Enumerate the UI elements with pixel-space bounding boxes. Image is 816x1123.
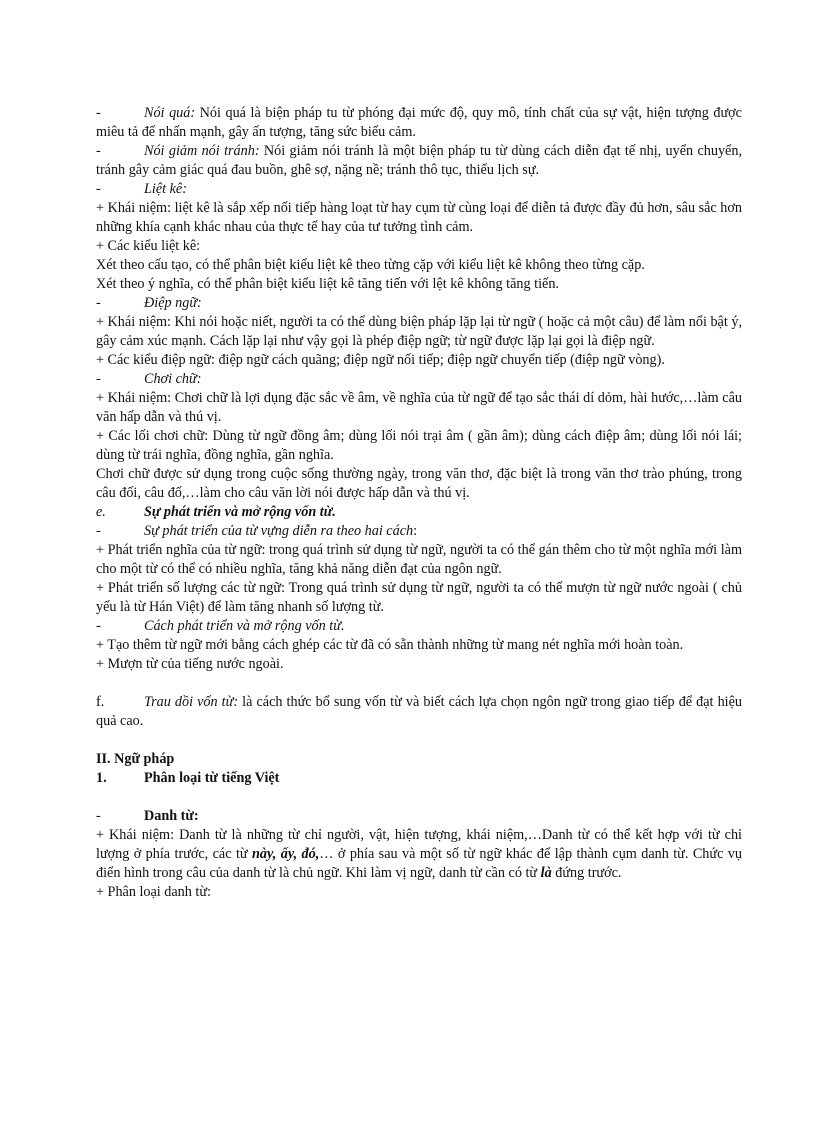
muon-tu: + Mượn từ của tiếng nước ngoài. [96, 656, 284, 672]
phat-trien-so-luong: + Phát triển số lượng các từ ngữ: Trong quá trình sử dụng từ ngữ, người ta có thể mượn từ ngữ nước ngoài ( chủ yếu là từ Hán Việt) để làm tăng nhanh số lượng từ. [96, 580, 742, 615]
kn-la-word: là [540, 865, 552, 881]
liet-ke-term: Liệt kê: [144, 181, 187, 197]
danh-tu-khai-niem [96, 826, 742, 883]
list-marker: - [96, 618, 101, 634]
list-marker: - [96, 523, 101, 539]
liet-ke-xet-cau-tao: Xét theo cấu tạo, có thể phân biệt kiểu liệt kê theo từng cặp với kiểu liệt kê không theo từng cặp. [96, 257, 645, 273]
kn-part-b: … ở phía sau và một số từ ngữ khác để lập thành cụm danh từ. Chức vụ điển hình trong câu của danh từ là chủ ngữ. Khi làm vị ngữ, danh từ cần có từ [96, 846, 742, 881]
sub1-colon: : [413, 523, 418, 539]
list-marker: - [96, 143, 101, 159]
liet-ke-heading [96, 180, 742, 199]
diep-ngu-khai-niem: + Khái niệm: Khi nói hoặc niết, người ta có thể dùng biện pháp lặp lại từ ngữ ( hoặc cả một câu) để làm nổi bật ý, gây cảm xúc mạnh. Cách lặp lại như vậy gọi là phép điệp ngữ; từ ngữ được lặp lại gọi là điệp ngữ. [96, 314, 742, 349]
tao-them-tu: + Tạo thêm từ ngữ mới bằng cách ghép các từ đã có sẵn thành những từ mang nét nghĩa mới hoàn toàn. [96, 637, 684, 653]
list-marker: - [96, 105, 101, 121]
liet-ke-xet-y-nghia: Xét theo ý nghĩa, có thể phân biệt kiểu liệt kê tăng tiến với lệt kê không tăng tiến. [96, 276, 559, 292]
liet-ke-khai-niem: + Khái niệm: liệt kê là sắp xếp nối tiếp hàng loạt từ hay cụm từ cùng loại để diễn tả được đầy đủ hơn, sâu sắc hơn những khía cạnh khác nhau của thực tế hay của tư tưởng tình cảm. [96, 200, 742, 235]
phat-trien-nghia: + Phát triển nghĩa của từ ngữ: trong quá trình sử dụng từ ngữ, người ta có thể gán thêm cho từ một nghĩa mới làm cho một từ có thể có nhiều nghĩa, tăng khả năng diễn đạt của ngôn ngữ. [96, 542, 742, 577]
list-marker: - [96, 808, 101, 824]
list-marker: - [96, 181, 101, 197]
diep-ngu-term: Điệp ngữ: [144, 295, 202, 311]
sub1-term: Sự phát triển của từ vựng diễn ra theo hai cách [144, 523, 414, 539]
choi-chu-heading [96, 370, 742, 389]
spacer [96, 674, 742, 693]
danh-tu-phan-loai: + Phân loại danh từ: [96, 884, 211, 900]
spacer [96, 788, 742, 807]
trau-doi-paragraph [96, 693, 742, 731]
kn-part-a: + Khái niệm: Danh từ là những từ chỉ người, vật, hiện tượng, khái niệm,…Danh từ có thể kết hợp với từ chỉ lượng ở phía trước, các từ [96, 827, 742, 862]
noi-qua-term: Nói quá: [144, 105, 196, 121]
choi-chu-khai-niem: + Khái niệm: Chơi chữ là lợi dụng đặc sắc về âm, về nghĩa của từ ngữ để tạo sắc thái dí dỏm, hài hước,…làm câu văn hấp dẫn và thú vị. [96, 390, 742, 425]
phan-loai-heading [96, 769, 742, 788]
diep-ngu-heading [96, 294, 742, 313]
danh-tu-term: Danh từ: [144, 808, 199, 824]
sub2-term: Cách phát triển và mở rộng vốn từ. [144, 618, 345, 634]
noi-giam-text: Nói giảm nói tránh là một biện pháp tu từ dùng cách diễn đạt tế nhị, uyển chuyển, tránh gây cảm giác quá đau buồn, ghê sợ, nặng nề; tránh thô tục, thiếu lịch sự. [96, 143, 742, 178]
list-marker: - [96, 371, 101, 387]
liet-ke-cac-kieu: + Các kiểu liệt kê: [96, 238, 201, 254]
su-phat-trien-term: Sự phát triển và mở rộng vốn từ. [144, 504, 336, 520]
noi-qua-paragraph [96, 104, 742, 142]
section-marker: f. [96, 694, 105, 710]
list-marker: - [96, 295, 101, 311]
noi-giam-paragraph [96, 142, 742, 180]
choi-chu-cac-loi: + Các lối chơi chữ: Dùng từ ngữ đồng âm; dùng lối nói trại âm ( gần âm); dùng cách điệp âm; dùng lối nói lái; dùng từ trái nghĩa, đồng nghĩa, gần nghĩa. [96, 428, 742, 463]
noi-giam-term: Nói giảm nói tránh: [144, 143, 260, 159]
trau-doi-text: là cách thức bổ sung vốn từ và biết cách lựa chọn ngôn ngữ trong giao tiếp để đạt hiệu quả cao. [96, 694, 742, 729]
choi-chu-su-dung: Chơi chữ được sử dụng trong cuộc sống thường ngày, trong văn thơ, đặc biệt là trong văn thơ trào phúng, trong câu đối, câu đố,…làm cho câu văn lời nói được hấp dẫn và thú vị. [96, 466, 742, 501]
phan-loai-title: Phân loại từ tiếng Việt [144, 770, 280, 786]
su-phat-trien-heading [96, 503, 742, 522]
section-number: 1. [96, 770, 107, 786]
ngu-phap-heading: II. Ngữ pháp [96, 751, 175, 767]
su-phat-trien-sub2 [96, 617, 742, 636]
diep-ngu-cac-kieu: + Các kiểu điệp ngữ: điệp ngữ cách quãng; điệp ngữ nối tiếp; điệp ngữ chuyển tiếp (điệp ngữ vòng). [96, 352, 665, 368]
noi-qua-text: Nói quá là biện pháp tu từ phóng đại mức độ, quy mô, tính chất của sự vật, hiện tượng được miêu tả để nhấn mạnh, gây ấn tượng, tăng sức biểu cảm. [96, 105, 742, 140]
choi-chu-term: Chơi chữ: [144, 371, 202, 387]
section-marker: e. [96, 504, 106, 520]
su-phat-trien-sub1 [96, 522, 742, 541]
danh-tu-heading [96, 807, 742, 826]
document-page [96, 104, 742, 902]
trau-doi-term: Trau dồi vốn từ: [144, 694, 239, 710]
kn-part-c: đứng trước. [551, 865, 622, 881]
kn-example-words: này, ấy, đó, [252, 846, 320, 862]
spacer [96, 731, 742, 750]
